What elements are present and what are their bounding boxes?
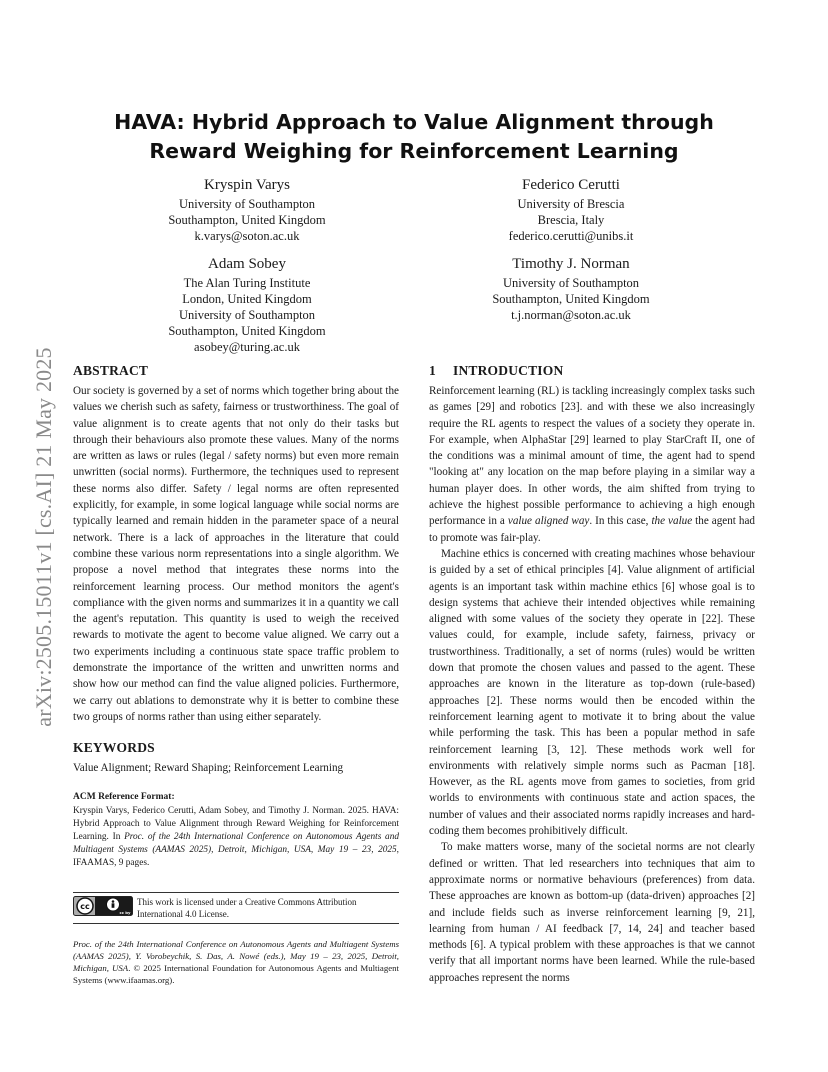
author-name: Adam Sobey <box>208 256 286 272</box>
acm-reference-heading: ACM Reference Format: <box>73 791 175 802</box>
section-title: INTRODUCTION <box>453 363 564 378</box>
author-3 <box>132 254 362 355</box>
acm-reference-tail: , IFAAMAS, 9 pages. <box>73 844 399 868</box>
author-email: asobey@turing.ac.uk <box>194 340 300 354</box>
author-name: Timothy J. Norman <box>512 256 630 272</box>
proceedings-rest: . © 2025 International Foundation for Autonomous Agents and Multiagent Systems (www.ifaamas.org). <box>73 963 399 986</box>
author-affiliation: The Alan Turing Institute <box>183 276 311 290</box>
intro-paragraph-2: Machine ethics is concerned with creating machines whose behaviour is guided by a set of ethical principles [4]. Value alignment of artificial agents is an important task within machine ethics [6] whose goal is to design systems that achieve their intended objectives while remaining aligned with some values of the society they operate in [22]. These values could, for example, include safety, fairness, privacy or trustworthiness. Traditionally, a set of norms (rules) would be written down that promote the chosen values and passed to the agent. These approaches are known in the literature as top-down (rule-based) approaches [2]. These norms would then be encoded within the reinforcement learning agent to motivate it to bring about the value while performing the task. This has been a popular method in safe reinforcement learning [3, 12]. These methods work well for environments with relatively simple norms such as Pacman [18]. However, as the RL agents move from games to societies, from grid worlds to environments with continuous state and action spaces, the number of values and their associated norms rapidly increases and hard-coding them becomes prohibitively difficult. <box>429 547 755 838</box>
license-text: This work is licensed under a Creative Commons Attribution International 4.0 License. <box>137 896 357 919</box>
author-affiliation: University of Southampton <box>178 308 316 322</box>
author-affiliation: Southampton, United Kingdom <box>168 213 326 227</box>
license-box <box>73 892 399 924</box>
intro-paragraph-1: Reinforcement learning (RL) is tackling increasingly complex tasks such as games [29] and robotics [23]. and with these we also increasingly require the RL agents to respect the values of a society they operate in. For example, when AlphaStar [29] learned to play StarCraft II, one of the conditions was a minimal amount of time, the agent had to spend "looking at" any location on the map before playing in a similar way a human player does. In other words, the aim shifted from trying to achieve the highest possible performance to achieving a high enough performance in a value aligned way. In this case, the value the agent had to promote was fair-play. <box>429 385 755 544</box>
section-number: 1 <box>429 363 436 378</box>
acm-reference-venue: Proc. of the 24th International Conference on Autonomous Agents and Multiagent Systems (AAMAS 2025), Detroit, Michigan, USA, May 19 – 23, 2025 <box>73 831 399 855</box>
author-affiliation: Brescia, Italy <box>537 213 605 227</box>
author-email: federico.cerutti@unibs.it <box>508 229 634 243</box>
author-affiliation: University of Southampton <box>178 197 316 211</box>
introduction-heading <box>429 362 755 380</box>
paper-title: HAVA: Hybrid Approach to Value Alignment through Reward Weighing for Reinforcement Learning <box>114 110 714 163</box>
author-affiliation: London, United Kingdom <box>182 292 312 306</box>
arxiv-stamp <box>24 302 64 772</box>
abstract-text: Our society is governed by a set of norms which together bring about the values we cherish such as safety, fairness or trustworthiness. The goal of value alignment is to create agents that not only do their tasks but through their behaviours also promote these values. Many of the norms are written as laws or rules (legal / safety norms) but even more remain unwritten (social norms). Furthermore, the techniques used to represent these norms also differ. Safety / legal norms are often represented explicitly, for example, in some logical language while social norms are typically learned and remain hidden in the parameter space of a neural network. There is a lack of approaches in the literature that could combine these various norm representations into a single algorithm. We propose a novel method that integrates these norms into the reinforcement learning process. Our method monitors the agent's compliance with the given norms and summarizes it in a quantity we call the agent's reputation. This quantity is used to weigh the received rewards to motivate the agent to become value aligned. We carry out a two experiments including a continuous state space traffic problem to demonstrate the importance of the written and unwritten norms and show how our method can find the value aligned policies. Furthermore, we carry out ablations to demonstrate why it is better to combine these two groups of norms rather than using either separately. <box>73 385 399 723</box>
arxiv-stamp-text: arXiv:2505.15011v1 [cs.AI] 21 May 2025 <box>31 347 56 727</box>
author-name: Kryspin Varys <box>204 177 290 193</box>
right-column <box>429 362 755 986</box>
svg-text:cc: cc <box>80 901 90 911</box>
keywords-text: Value Alignment; Reward Shaping; Reinforcement Learning <box>73 762 344 775</box>
author-affiliation: University of Southampton <box>502 276 640 290</box>
author-email: k.varys@soton.ac.uk <box>194 229 300 243</box>
author-affiliation: University of Brescia <box>517 197 625 211</box>
author-block <box>72 175 756 355</box>
author-email: t.j.norman@soton.ac.uk <box>511 308 631 322</box>
acm-reference-text: Kryspin Varys, Federico Cerutti, Adam Sobey, and Timothy J. Norman. 2025. HAVA: Hybrid Approach to Value Alignment through Reward Weighing for Reinforcement Learning. In <box>73 805 399 842</box>
proceedings-note <box>73 938 399 987</box>
license-badge-label: cc by <box>119 909 131 915</box>
author-affiliation: Southampton, United Kingdom <box>492 292 650 306</box>
creative-commons-icon <box>73 896 133 916</box>
abstract-heading: ABSTRACT <box>73 363 149 378</box>
intro-paragraph-3: To make matters worse, many of the societal norms are not clearly defined or written. That led researchers into techniques that aim to approximate norms or normative behaviours (preferences) from data. These approaches are known as bottom-up (data-driven) approaches [2] and include fields such as inverse reinforcement learning [9, 21], learning from human / AI feedback [7, 14, 24] and teacher based methods [6]. A typical problem with these approaches is that we cannot verify that all important norms have been learned. While the rule-based approaches represent the norms <box>429 841 755 984</box>
author-affiliation: Southampton, United Kingdom <box>168 324 326 338</box>
left-column <box>73 362 399 987</box>
author-1 <box>132 175 362 244</box>
author-4 <box>446 254 696 323</box>
author-2 <box>446 175 696 244</box>
keywords-heading: KEYWORDS <box>73 740 155 756</box>
acm-reference <box>73 791 399 870</box>
author-name: Federico Cerutti <box>522 177 620 193</box>
proceedings-italic: Proc. of the 24th International Conference on Autonomous Agents and Multiagent Systems (AAMAS 2025), Y. Vorobeychik, S. Das, A. Nowé (eds.), May 19 – 23, 2025, Detroit, Michigan, USA <box>73 938 399 974</box>
